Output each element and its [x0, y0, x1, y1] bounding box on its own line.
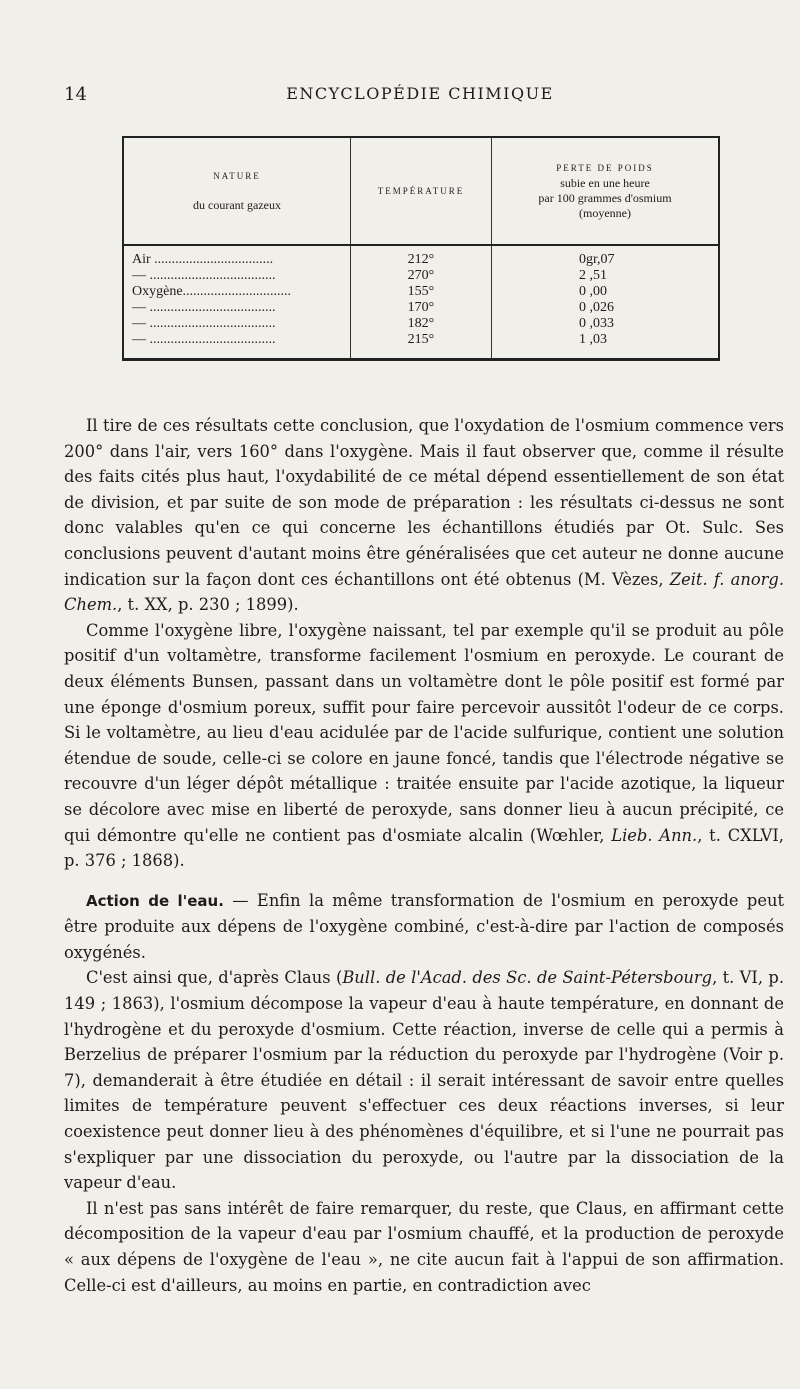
table-row	[123, 245, 719, 268]
cell-temperature: 155°	[351, 284, 492, 300]
cell-loss: 0gr,07	[491, 245, 719, 268]
cell-loss: 1 ,03	[491, 332, 719, 360]
page-number: 14	[64, 84, 87, 105]
paragraph	[64, 618, 784, 874]
header-perte	[491, 137, 719, 245]
osmium-oxidation-table	[122, 136, 720, 361]
cell-temperature: 182°	[351, 316, 492, 332]
page-header	[64, 84, 776, 108]
cell-gas: Oxygène...............................	[123, 284, 351, 300]
table-header-row	[123, 137, 719, 245]
citation: Lieb. Ann.	[611, 825, 698, 845]
paragraph-text: Comme l'oxygène libre, l'oxygène naissant, tel par exemple qu'il se produit au pôle positif d'un voltamètre, transforme facilement l'osmium en peroxyde. Le courant de deux éléments Bunsen, passant dans un voltamètre dont le pôle positif est formé par une éponge d'osmium poreux, suffit pour faire percevoir aussitôt l'odeur de ce corps. Si le voltamètre, au lieu d'eau acidulée par de l'acide sulfurique, contient une solution étendue de soude, celle-ci se colore en jaune foncé, tandis que l'électrode négative se recouvre d'un léger dépôt métallique : traitée ensuite par l'acide azotique, la liqueur se décolore avec mise en liberté de peroxyde, sans donner lieu à aucun précipité, ce qui démontre qu'elle ne contient pas d'osmiate alcalin (Wœhler,	[64, 620, 784, 845]
cell-gas: — ....................................	[123, 316, 351, 332]
paragraph	[64, 965, 784, 1195]
cell-loss: 0 ,00	[491, 284, 719, 300]
header-nature	[123, 137, 351, 245]
header-temperature	[351, 137, 492, 245]
paragraph	[64, 1196, 784, 1298]
paragraph-text: , t. VI, p. 149 ; 1863), l'osmium décompose la vapeur d'eau à haute température, en donnant de l'hydrogène et du peroxyde d'osmium. Cette réaction, inverse de celle qui a permis à Berzelius de préparer l'osmium par la réduction du peroxyde par l'hydrogène (Voir p. 7), demanderait à être étudiée en détail : il serait intéressant de savoir entre quelles limites de température peuvent s'effectuer ces deux réactions inverses, si leur coexistence peut donner lieu à des phénomènes d'équilibre, et si l'une ne pourrait pas s'expliquer par une dissociation du peroxyde, ou l'autre par la dissociation de la vapeur d'eau.	[64, 968, 784, 1193]
header-perte-line2: subie en une heure	[560, 176, 650, 190]
paragraph-text: C'est ainsi que, d'après Claus (	[86, 968, 343, 988]
table-row	[123, 268, 719, 284]
header-perte-title: PERTE DE POIDS	[556, 163, 654, 173]
table-row	[123, 332, 719, 360]
running-title: ENCYCLOPÉDIE CHIMIQUE	[286, 84, 554, 103]
header-perte-line4: (moyenne)	[578, 206, 631, 220]
cell-gas: Air ..................................	[123, 245, 351, 268]
cell-loss: 0 ,026	[491, 300, 719, 316]
header-nature-subtitle: du courant gazeux	[193, 198, 281, 212]
table-row	[123, 300, 719, 316]
cell-temperature: 170°	[351, 300, 492, 316]
cell-loss: 2 ,51	[491, 268, 719, 284]
cell-gas: — ....................................	[123, 268, 351, 284]
paragraph	[64, 888, 784, 966]
cell-temperature: 270°	[351, 268, 492, 284]
header-temperature-title: TEMPÉRATURE	[377, 185, 465, 196]
cell-loss: 0 ,033	[491, 316, 719, 332]
cell-temperature: 212°	[351, 245, 492, 268]
cell-gas: — ....................................	[123, 300, 351, 316]
paragraph-text: Il n'est pas sans intérêt de faire remarquer, du reste, que Claus, en affirmant cette décomposition de la vapeur d'eau par l'osmium chauffé, et la production de peroxyde « aux dépens de l'oxygène de l'eau », ne cite aucun fait à l'appui de son affirmation. Celle-ci est d'ailleurs, au moins en partie, en contradiction avec	[64, 1198, 784, 1295]
paragraph-text: , t. CXLVI, p. 376 ; 1868).	[64, 825, 784, 871]
paragraph-text: Il tire de ces résultats cette conclusion, que l'oxydation de l'osmium commence vers 200° dans l'air, vers 160° dans l'oxygène. Mais il faut observer que, comme il résulte des faits cités plus haut, l'oxydabilité de ce métal dépend essentiellement de son état de division, et par suite de son mode de préparation : les résultats ci-dessus ne sont donc valables qu'en ce qui concerne les échantillons étudiés par Ot. Sulc. Ses conclusions peuvent d'autant moins être généralisées que cet auteur ne donne aucune indication sur la façon dont ces échantillons ont été obtenus (M. Vèzes,	[64, 416, 784, 589]
paragraph-text: — Enfin la même transformation de l'osmium en peroxyde peut être produite aux dépens de l'oxygène combiné, c'est-à-dire par l'action de composés oxygénés.	[64, 890, 785, 962]
cell-gas: — ....................................	[123, 332, 351, 360]
paragraph-text: , t. XX, p. 230 ; 1899).	[117, 595, 299, 615]
body-text	[64, 413, 784, 1298]
header-nature-title: NATURE	[213, 171, 261, 181]
table-row	[123, 284, 719, 300]
section-heading: Action de l'eau.	[86, 891, 224, 910]
header-perte-line3: par 100 grammes d'osmium	[538, 191, 672, 205]
citation: Bull. de l'Acad. des Sc. de Saint-Pétersbourg	[342, 968, 713, 988]
paragraph	[64, 413, 784, 618]
citation: Zeit. f. anorg. Chem.	[64, 569, 784, 615]
table-row	[123, 316, 719, 332]
cell-temperature: 215°	[351, 332, 492, 360]
